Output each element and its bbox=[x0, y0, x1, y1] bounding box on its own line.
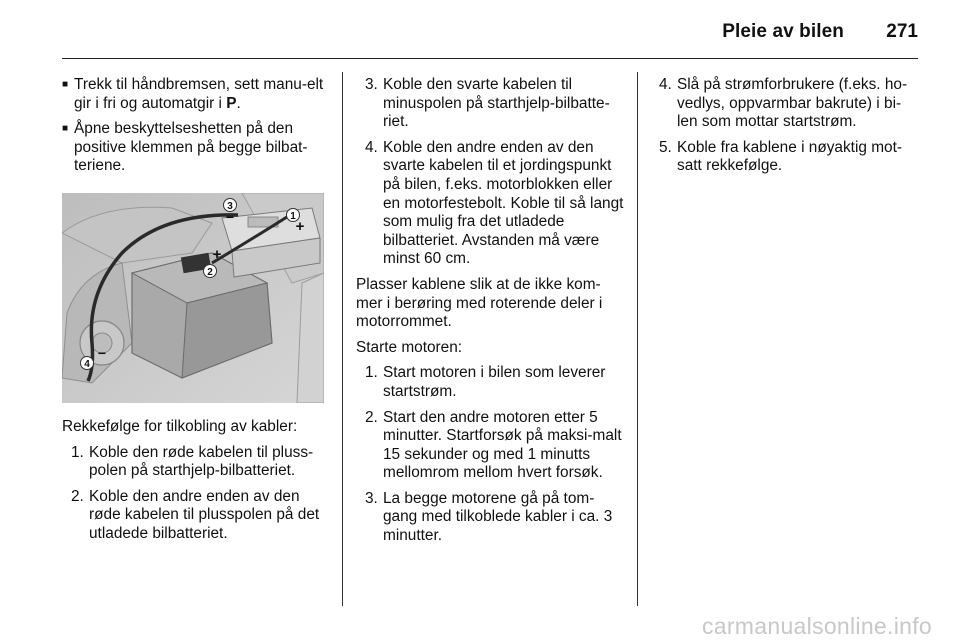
column-divider bbox=[342, 72, 343, 606]
paragraph: Plasser kablene slik at de ikke kom-mer i berøring med roterende deler i motorrommet. bbox=[356, 275, 603, 331]
list-item bbox=[650, 139, 920, 176]
list-item bbox=[356, 139, 626, 269]
step-number: 4. bbox=[659, 76, 672, 93]
column-1 bbox=[62, 76, 332, 551]
step-text: La begge motorene gå på tom-gang med tilkoblede kabler i ca. 3 minutter. bbox=[383, 489, 613, 545]
figure-label-4: 4 bbox=[84, 358, 90, 370]
engine-bay-illustration bbox=[62, 193, 324, 403]
figure-label-1: 1 bbox=[290, 210, 296, 222]
step-number: 4. bbox=[365, 138, 378, 156]
engine-bay-figure bbox=[62, 193, 324, 403]
plus-sign: + bbox=[212, 245, 222, 263]
page-number: 271 bbox=[886, 21, 918, 42]
step-text: Koble den andre enden av den røde kabelen til plusspolen på det utladede bilbatteriet. bbox=[89, 487, 320, 542]
figure-label-2: 2 bbox=[207, 266, 213, 278]
step-text: Koble fra kablene i nøyaktig mot-satt rekkefølge. bbox=[677, 138, 902, 175]
bullet-item bbox=[62, 120, 332, 176]
header-title: Pleie av bilen bbox=[722, 21, 844, 42]
plus-sign: + bbox=[295, 217, 305, 235]
step-text: Start motoren i bilen som leverer startstrøm. bbox=[383, 364, 606, 400]
gear-p-label: P bbox=[226, 94, 237, 112]
figure-label-3: 3 bbox=[227, 200, 233, 212]
minus-sign: − bbox=[225, 208, 235, 225]
paragraph: Starte motoren: bbox=[356, 338, 463, 356]
step-number: 5. bbox=[659, 138, 672, 156]
step-number: 1. bbox=[365, 364, 378, 382]
bullet-text-end: . bbox=[236, 94, 241, 112]
square-bullet-icon: ■ bbox=[62, 123, 69, 135]
column-divider bbox=[637, 72, 638, 606]
column-3 bbox=[650, 76, 920, 183]
step-number: 2. bbox=[71, 487, 84, 505]
list-item bbox=[356, 364, 626, 401]
connection-intro: Rekkefølge for tilkobling av kabler: bbox=[62, 417, 298, 435]
column-2 bbox=[356, 76, 626, 553]
list-item bbox=[356, 409, 626, 483]
bullet-item bbox=[62, 76, 332, 113]
step-text: Slå på strømforbrukere (f.eks. ho-vedlys, oppvarmbar bakrute) i bi-len som mottar startstrøm. bbox=[677, 76, 908, 131]
list-item bbox=[356, 76, 626, 132]
step-number: 3. bbox=[365, 489, 378, 507]
page-header bbox=[62, 0, 918, 59]
bullet-text: Åpne beskyttelseshetten på den positive klemmen på begge bilbat-teriene. bbox=[74, 120, 308, 175]
watermark: carmanualsonline.info bbox=[701, 613, 932, 639]
list-item bbox=[62, 444, 332, 481]
list-item bbox=[62, 488, 332, 544]
square-bullet-icon: ■ bbox=[62, 79, 69, 90]
bullet-text: Trekk til håndbremsen, sett manu-elt gir i fri og automatgir i bbox=[74, 76, 324, 112]
step-number: 2. bbox=[365, 408, 378, 426]
minus-sign: − bbox=[97, 344, 107, 361]
step-text: Koble den andre enden av den svarte kabelen til et jordingspunkt på bilen, f.eks. motorblokken eller en motorfestebolt. Koble til så langt som mulig fra det utladede bilbatteriet. Avstanden må være minst 60 cm. bbox=[383, 138, 624, 268]
step-text: Koble den svarte kabelen til minuspolen på starthjelp-bilbatte-riet. bbox=[383, 76, 610, 131]
list-item bbox=[356, 490, 626, 546]
step-number: 1. bbox=[71, 443, 84, 461]
list-item bbox=[650, 76, 920, 132]
step-text: Koble den røde kabelen til pluss-polen på starthjelp-bilbatteriet. bbox=[89, 443, 314, 480]
step-number: 3. bbox=[365, 76, 378, 93]
step-text: Start den andre motoren etter 5 minutter. Startforsøk på maksi-malt 15 sekunder og med 1 minutts mellomrom mellom hvert forsøk. bbox=[383, 408, 622, 482]
